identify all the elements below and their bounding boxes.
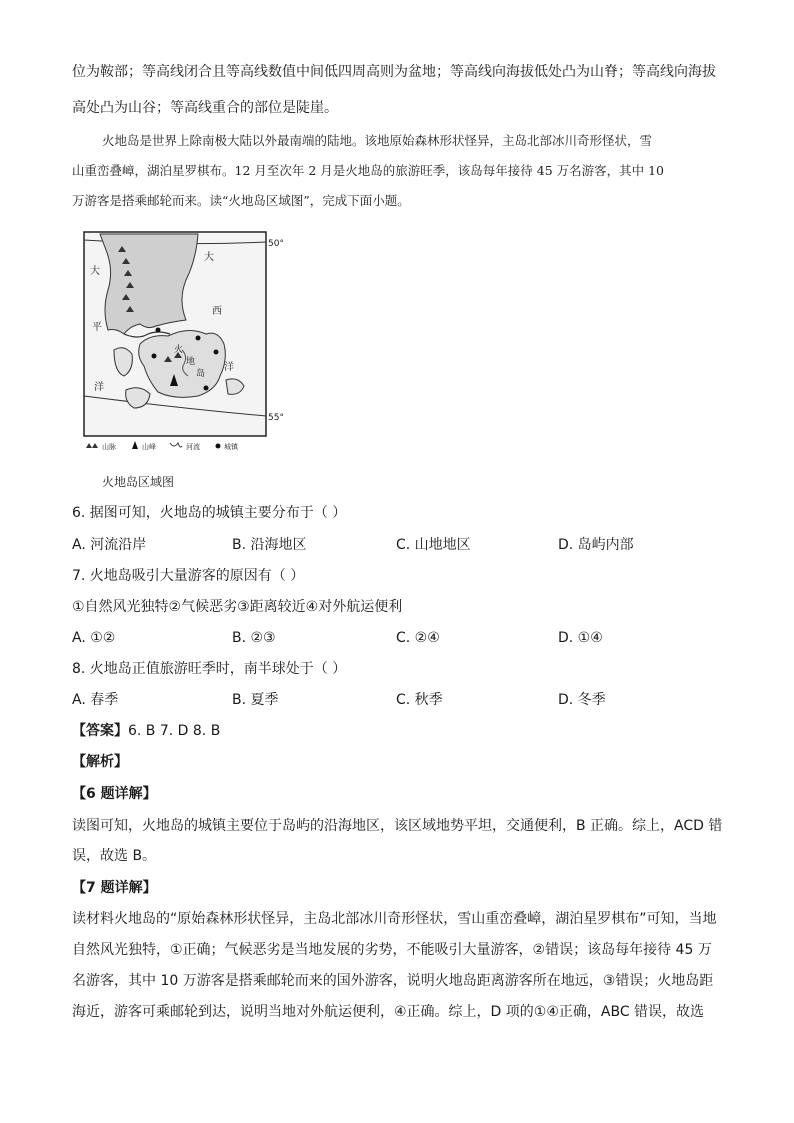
legend-river-label: 河流 bbox=[186, 443, 200, 451]
q6-option-d: D. 岛屿内部 bbox=[558, 537, 634, 553]
island-label-1: 火 bbox=[174, 345, 184, 355]
answer-text: 6. B 7. D 8. B bbox=[128, 723, 221, 739]
q7-detail-line-4: 海近，游客可乘邮轮到达，说明当地对外航运便利，④正确。综上，D 项的①④正确，ABC 错误，故选 bbox=[72, 1004, 705, 1020]
q7-stem: 7. 火地岛吸引大量游客的原因有（ ） bbox=[72, 568, 305, 584]
q6-option-c: C. 山地地区 bbox=[396, 537, 471, 553]
atlantic-label-1: 大 bbox=[204, 252, 214, 263]
q8-stem: 8. 火地岛正值旅游旺季时，南半球处于（ ） bbox=[72, 661, 347, 677]
q8-option-d: D. 冬季 bbox=[558, 692, 606, 708]
island-label-2: 地 bbox=[186, 357, 196, 367]
intro-line-1: 位为鞍部；等高线闭合且等高线数值中间低四周高则为盆地；等高线向海拔低处凸为山脊；等高线向海拔 bbox=[72, 64, 716, 80]
q6-option-a: A. 河流沿岸 bbox=[72, 537, 147, 553]
q6-stem: 6. 据图可知，火地岛的城镇主要分布于（ ） bbox=[72, 505, 347, 521]
q7-detail-line-1: 读材料火地岛的“原始森林形状怪异，主岛北部冰川奇形怪状，雪山重峦叠嶂，湖泊星罗棋布”可知，当地 bbox=[72, 911, 717, 927]
legend-mountain-label: 山脉 bbox=[102, 443, 116, 451]
passage-line-2: 山重峦叠嶂，湖泊星罗棋布。12 月至次年 2 月是火地岛的旅游旺季，该岛每年接待 45 万名游客，其中 10 bbox=[72, 163, 665, 178]
q6-detail-line-1: 读图可知，火地岛的城镇主要位于岛屿的沿海地区，该区域地势平坦，交通便利，B 正确。综上，ACD 错 bbox=[72, 818, 723, 834]
q6-option-b: B. 沿海地区 bbox=[232, 537, 307, 553]
q8-option-c: C. 秋季 bbox=[396, 692, 443, 708]
q6-detail-heading: 【6 题详解】 bbox=[72, 786, 157, 802]
passage-line-3: 万游客是搭乘邮轮而来。读“火地岛区域图”，完成下面小题。 bbox=[72, 193, 410, 208]
mainland-shape bbox=[100, 234, 198, 334]
pacific-label-1: 大 bbox=[90, 266, 100, 277]
map-svg bbox=[78, 230, 284, 454]
pacific-label-3: 洋 bbox=[94, 382, 104, 393]
passage-line-1: 火地岛是世界上除南极大陆以外最南端的陆地。该地原始森林形状怪异，主岛北部冰川奇形怪状，雪 bbox=[102, 133, 653, 148]
map-caption: 火地岛区域图 bbox=[102, 475, 175, 489]
q7-detail-line-3: 名游客，其中 10 万游客是搭乘邮轮而来的国外游客，说明火地岛距离游客所在地远，③错误；火地岛距 bbox=[72, 973, 714, 989]
island-label-3: 岛 bbox=[196, 369, 206, 379]
pacific-label-2: 平 bbox=[92, 322, 102, 333]
atlantic-label-2: 西 bbox=[212, 306, 222, 317]
q8-option-a: A. 春季 bbox=[72, 692, 119, 708]
answer-line bbox=[72, 721, 220, 741]
q7-option-a: A. ①② bbox=[72, 630, 116, 646]
latitude-55-label: 55° bbox=[268, 413, 284, 423]
answer-tag: 【答案】 bbox=[72, 723, 128, 739]
latitude-50-label: 50° bbox=[268, 239, 284, 249]
analysis-tag: 【解析】 bbox=[72, 754, 128, 770]
q7-detail-line-2: 自然风光独特，①正确；气候恶劣是当地发展的劣势，不能吸引大量游客，②错误；该岛每年接待 45 万 bbox=[72, 942, 712, 958]
q6-detail-line-2: 误，故选 B。 bbox=[72, 848, 157, 864]
q7-option-d: D. ①④ bbox=[558, 630, 603, 646]
legend-town-label: 城镇 bbox=[224, 443, 238, 451]
q7-option-c: C. ②④ bbox=[396, 630, 440, 646]
q8-option-b: B. 夏季 bbox=[232, 692, 279, 708]
atlantic-label-3: 洋 bbox=[224, 362, 234, 373]
q7-option-b: B. ②③ bbox=[232, 630, 276, 646]
intro-line-2: 高处凸为山谷；等高线重合的部位是陡崖。 bbox=[72, 100, 338, 116]
legend-town-icon bbox=[216, 444, 221, 449]
q7-detail-heading: 【7 题详解】 bbox=[72, 880, 157, 896]
q7-items: ①自然风光独特②气候恶劣③距离较近④对外航运便利 bbox=[72, 599, 403, 615]
legend-peak-label: 山峰 bbox=[142, 443, 156, 451]
tierra-del-fuego-map bbox=[78, 230, 284, 454]
